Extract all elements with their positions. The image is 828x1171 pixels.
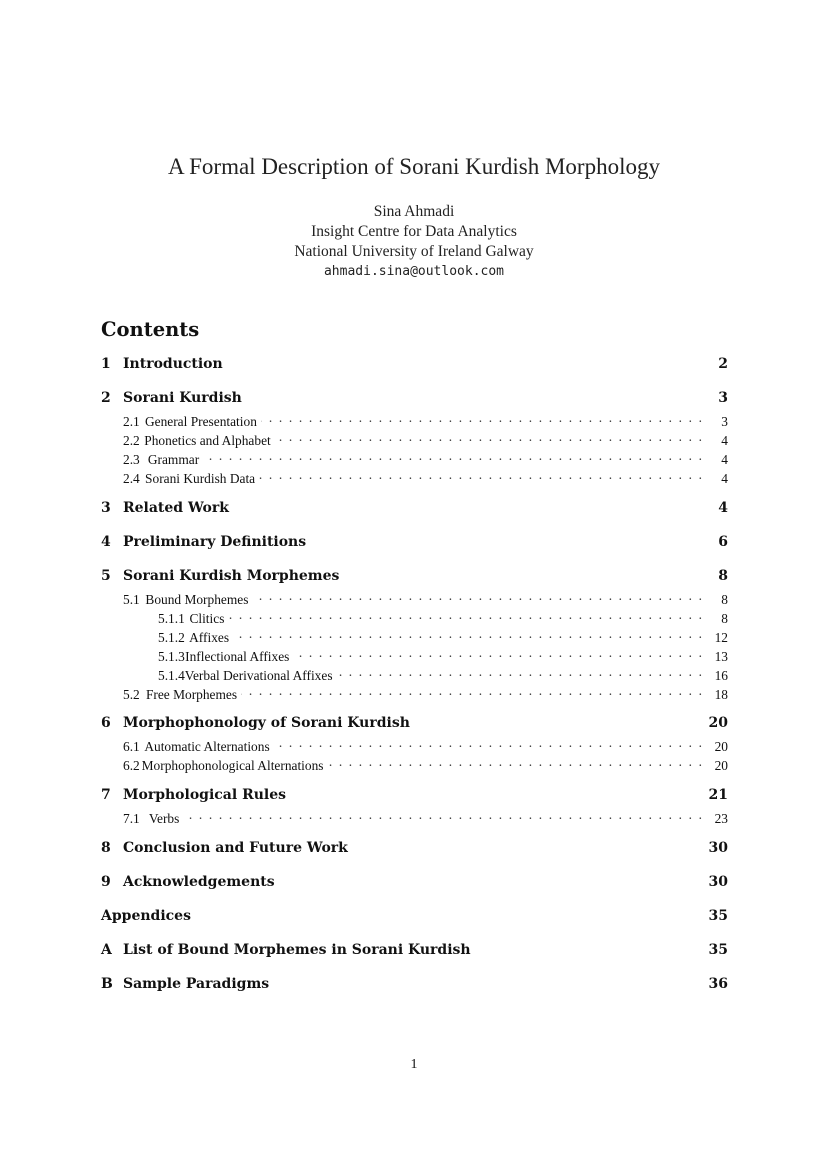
toc-entry-label: Sorani Kurdish xyxy=(123,390,242,406)
toc-entry-page: 13 xyxy=(714,649,728,664)
toc-entry-page: 12 xyxy=(714,630,728,645)
toc-entry[interactable] xyxy=(101,626,728,645)
toc-entry-number: 2 xyxy=(101,390,111,406)
toc-entry-number: 7.1 xyxy=(123,811,140,826)
toc-dot-leader xyxy=(261,410,702,426)
toc-entry[interactable] xyxy=(101,568,728,587)
toc-entry-label: Conclusion and Future Work xyxy=(123,840,348,856)
toc-entry-number: 3 xyxy=(101,500,111,516)
toc-dot-leader xyxy=(293,645,702,661)
toc-entry-page: 23 xyxy=(714,811,728,826)
toc-entry-page: 20 xyxy=(714,758,728,773)
toc-entry-page: 35 xyxy=(708,942,728,958)
toc-entry[interactable] xyxy=(101,942,728,961)
toc-entry[interactable] xyxy=(101,683,728,702)
toc-entry-number: 2.1 xyxy=(123,414,140,429)
toc-entry-page: 2 xyxy=(718,356,728,372)
toc-entry-label: Acknowledgements xyxy=(123,874,275,890)
author-name: Sina Ahmadi xyxy=(373,203,455,220)
toc-entry-page: 8 xyxy=(718,568,728,584)
toc-entry[interactable] xyxy=(101,410,728,429)
toc-entry[interactable] xyxy=(101,645,728,664)
toc-entry-label: Introduction xyxy=(123,356,223,372)
toc-entry[interactable] xyxy=(101,735,728,754)
toc-entry-label: Verbs xyxy=(148,811,180,826)
toc-entry[interactable] xyxy=(101,356,728,375)
toc-dot-leader xyxy=(275,429,702,445)
toc-entry[interactable] xyxy=(101,500,728,519)
toc-entry[interactable] xyxy=(101,874,728,893)
author-block xyxy=(0,202,828,282)
toc-dot-leader xyxy=(337,664,702,680)
toc-entry-number: B xyxy=(101,976,113,992)
toc-entry-label: Automatic Alternations xyxy=(144,739,270,754)
toc-dot-leader xyxy=(203,448,702,464)
toc-entry-label: Sorani Kurdish Data xyxy=(145,471,256,486)
toc-entry-number: 4 xyxy=(101,534,111,550)
toc-entry-label: Affixes xyxy=(189,630,230,645)
toc-entry-label: Grammar xyxy=(147,452,200,467)
toc-entry[interactable] xyxy=(101,390,728,409)
toc-entry-number: 7 xyxy=(101,787,111,803)
toc-entry-label: Clitics xyxy=(189,611,225,626)
toc-entry-number: 8 xyxy=(101,840,111,856)
toc-entry-label: General Presentation xyxy=(144,414,257,429)
toc-entry[interactable] xyxy=(101,715,728,734)
toc-entry-page: 4 xyxy=(721,433,728,448)
toc-entry[interactable] xyxy=(101,429,728,448)
toc-entry[interactable] xyxy=(101,754,728,773)
toc-entry-number: 2.4 xyxy=(123,471,140,486)
toc-entry-number: 9 xyxy=(101,874,111,890)
toc-entry-label: Morphological Rules xyxy=(123,787,286,803)
author-affiliation-1: Insight Centre for Data Analytics xyxy=(311,223,517,240)
toc-entry-number: 6.1 xyxy=(123,739,140,754)
toc-entry-number: 5.1.2 xyxy=(158,630,185,645)
toc-entry-label: Morphophonological Alternations xyxy=(141,758,324,773)
toc-entry-number: 1 xyxy=(101,356,111,372)
paper-title: A Formal Description of Sorani Kurdish Morphology xyxy=(168,154,660,179)
author-email[interactable]: ahmadi.sina@outlook.com xyxy=(323,264,504,279)
toc-entry-label: Sample Paradigms xyxy=(123,976,270,992)
toc-entry-page: 35 xyxy=(708,908,728,924)
toc-entry-number: 2.2 xyxy=(123,433,140,448)
toc-dot-leader xyxy=(252,588,702,604)
toc-entry-label: Related Work xyxy=(123,500,229,516)
toc-entry[interactable] xyxy=(101,664,728,683)
toc-entry-label: Inflectional Affixes xyxy=(185,649,290,664)
toc-dot-leader xyxy=(228,607,702,623)
toc-entry-page: 20 xyxy=(708,715,728,731)
toc-entry[interactable] xyxy=(101,607,728,626)
toc-entry-number: 5.1.3 xyxy=(158,649,185,664)
toc-dot-leader xyxy=(328,754,702,770)
page-number: 1 xyxy=(410,1057,418,1072)
toc-entry-page: 4 xyxy=(721,452,728,467)
toc-entry-label: List of Bound Morphemes in Sorani Kurdish xyxy=(123,942,471,958)
toc-entry-page: 30 xyxy=(708,840,728,856)
toc-entry-number: 5.2 xyxy=(123,687,140,702)
toc-entry-label: Morphophonology of Sorani Kurdish xyxy=(123,715,410,731)
toc-dot-leader xyxy=(259,467,702,483)
toc-entry-page: 4 xyxy=(718,500,728,516)
toc-entry[interactable] xyxy=(101,448,728,467)
author-affiliation-2: National University of Ireland Galway xyxy=(294,243,534,260)
toc-entry-number: 5.1 xyxy=(123,592,140,607)
toc-entry-label: Verbal Derivational Affixes xyxy=(184,668,333,683)
toc-entry-page: 3 xyxy=(721,414,728,429)
toc-entry-page: 16 xyxy=(714,668,728,683)
toc-entry-page: 20 xyxy=(714,739,728,754)
toc-dot-leader xyxy=(274,735,702,751)
toc-entry-label: Bound Morphemes xyxy=(145,592,249,607)
toc-entry-page: 36 xyxy=(708,976,728,992)
toc-entry-label: Sorani Kurdish Morphemes xyxy=(123,568,340,584)
toc-entry-number: 5.1.4 xyxy=(158,668,185,683)
toc-dot-leader xyxy=(183,807,702,823)
toc-entry-page: 4 xyxy=(721,471,728,486)
toc-entry-number: A xyxy=(101,942,112,958)
toc-entry[interactable] xyxy=(101,976,728,995)
toc-entry-label: Free Morphemes xyxy=(145,687,238,702)
toc-entry-number: 2.3 xyxy=(123,452,140,467)
toc-entry[interactable] xyxy=(101,588,728,607)
toc-entry-number: 6 xyxy=(101,715,111,731)
toc-entry-page: 3 xyxy=(718,390,728,406)
toc-entry-number: 5 xyxy=(101,568,111,584)
toc-entry-page: 21 xyxy=(708,787,728,803)
toc-entry[interactable] xyxy=(101,787,728,806)
toc-entry[interactable] xyxy=(101,534,728,553)
toc-entry[interactable] xyxy=(101,908,728,927)
toc-entry-page: 30 xyxy=(708,874,728,890)
toc-entry[interactable] xyxy=(101,807,728,826)
toc-entry-page: 8 xyxy=(721,592,728,607)
contents-heading: Contents xyxy=(101,318,200,341)
toc-entry-number: 5.1.1 xyxy=(158,611,185,626)
toc-entry-label: Preliminary Definitions xyxy=(123,534,307,550)
toc-entry-label: Phonetics and Alphabet xyxy=(144,433,271,448)
toc-entry-label: Appendices xyxy=(101,908,191,924)
toc-entry-number: 6.2 xyxy=(123,758,140,773)
toc-entry[interactable] xyxy=(101,840,728,859)
toc-entry-page: 18 xyxy=(714,687,728,702)
toc-entry-page: 8 xyxy=(721,611,728,626)
toc-entry-page: 6 xyxy=(718,534,728,550)
toc-dot-leader xyxy=(233,626,702,642)
toc-entry[interactable] xyxy=(101,467,728,486)
toc-dot-leader xyxy=(241,683,702,699)
